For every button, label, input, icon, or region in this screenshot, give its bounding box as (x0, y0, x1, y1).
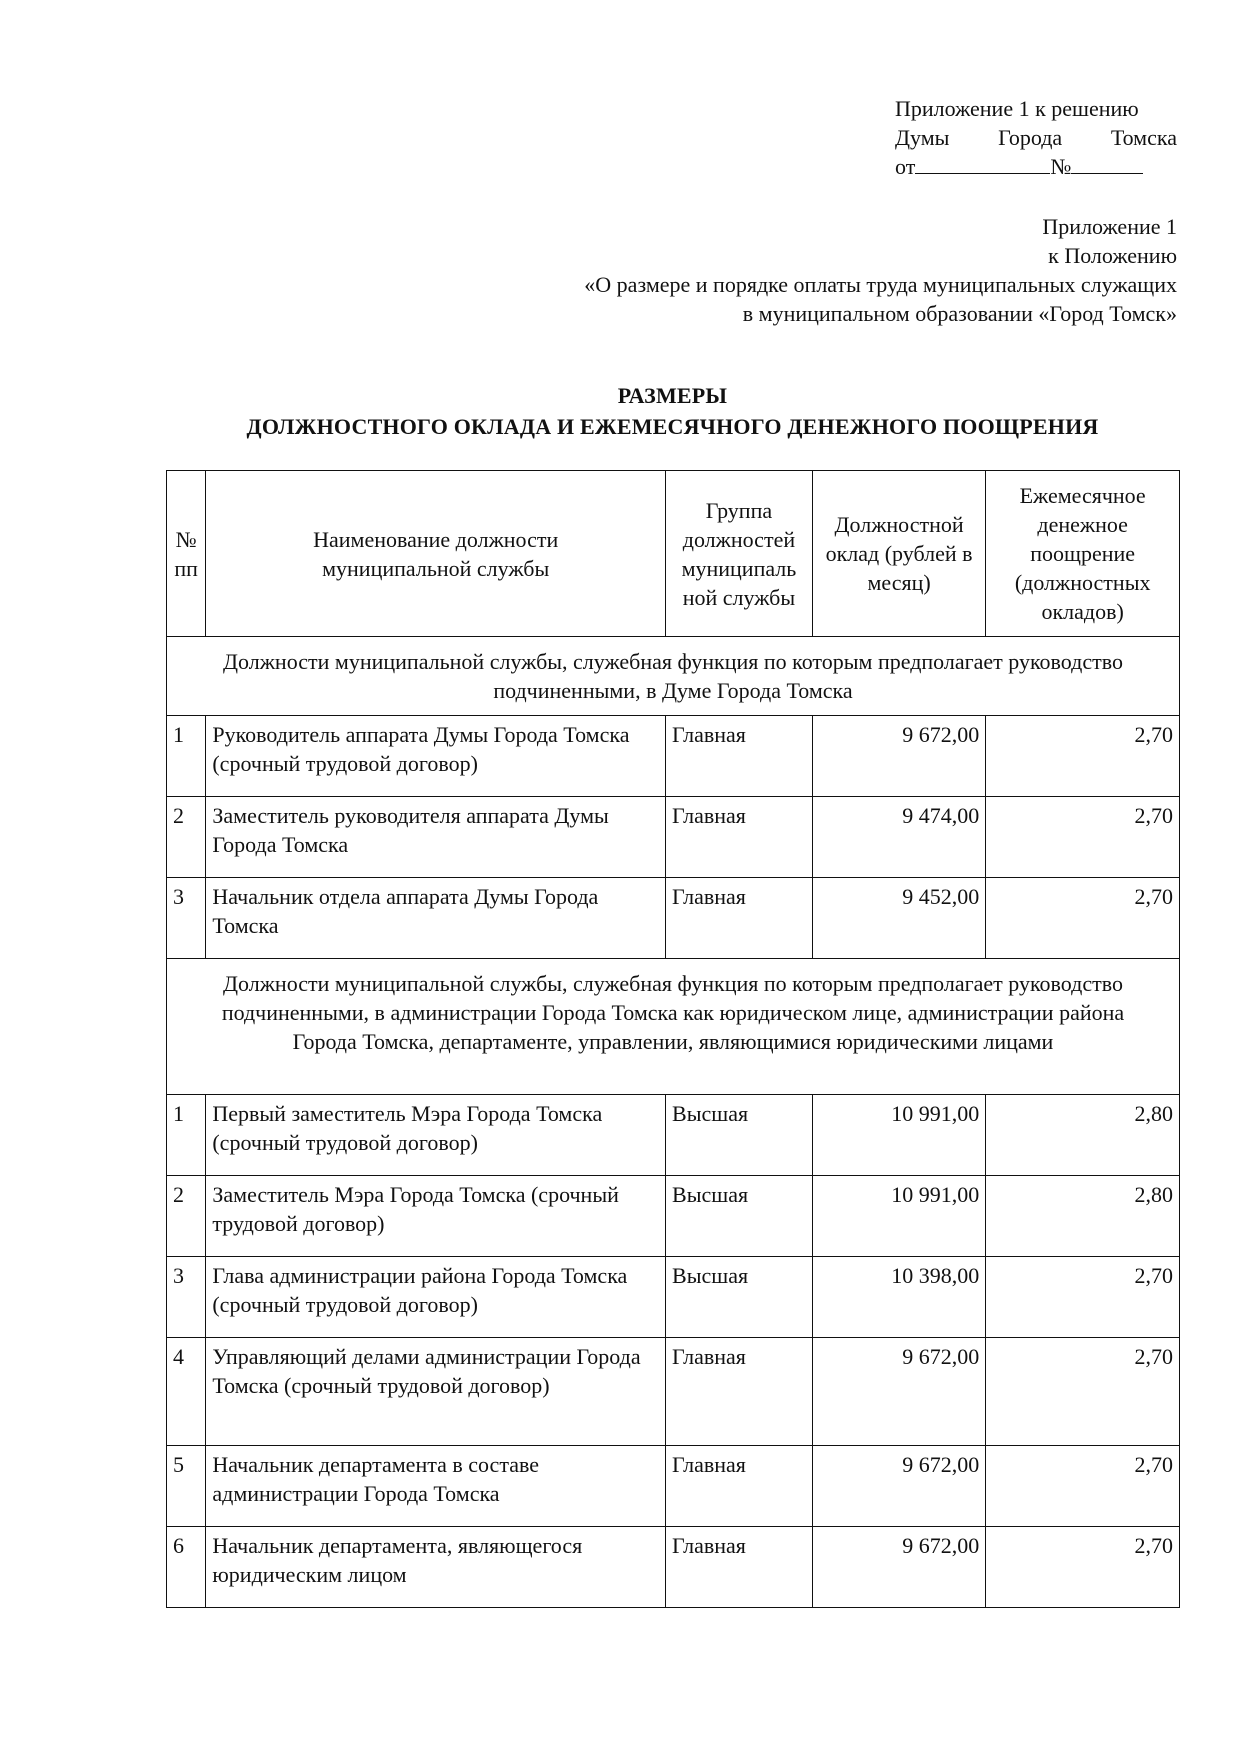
cell-group: Главная (666, 797, 813, 878)
cell-bonus: 2,70 (986, 878, 1180, 959)
cell-num: 3 (167, 1257, 206, 1338)
cell-group: Главная (666, 1446, 813, 1527)
cell-bonus: 2,70 (986, 1257, 1180, 1338)
cell-name: Начальник департамента, являющегося юридическим лицом (206, 1527, 666, 1608)
cell-salary: 10 991,00 (812, 1095, 985, 1176)
table-row (167, 1257, 1180, 1338)
section-header-administration (167, 959, 1180, 1095)
cell-bonus: 2,70 (986, 716, 1180, 797)
cell-salary: 10 991,00 (812, 1176, 985, 1257)
section-title: Должности муниципальной службы, служебная функция по которым предполагает руководство подчиненными, в Думе Города Томска (167, 637, 1180, 716)
annex-decision-line1: Приложение 1 к решению (895, 96, 1139, 121)
cell-salary: 9 672,00 (812, 1338, 985, 1446)
cell-salary: 10 398,00 (812, 1257, 985, 1338)
cell-num: 3 (167, 878, 206, 959)
cell-salary: 9 672,00 (812, 716, 985, 797)
table-row (167, 1338, 1180, 1446)
table-row (167, 1446, 1180, 1527)
word-tomska: Томска (1110, 125, 1177, 150)
cell-name: Заместитель руководителя аппарата Думы Города Томска (206, 797, 666, 878)
header-group: Группа должностей муниципаль ной службы (666, 471, 813, 637)
cell-salary: 9 672,00 (812, 1527, 985, 1608)
word-goroda: Города (998, 125, 1063, 150)
cell-group: Высшая (666, 1176, 813, 1257)
cell-group: Главная (666, 1527, 813, 1608)
cell-group: Главная (666, 716, 813, 797)
salary-table (166, 470, 1180, 1608)
cell-name: Начальник отдела аппарата Думы Города Томска (206, 878, 666, 959)
table-row (167, 716, 1180, 797)
cell-group: Главная (666, 1338, 813, 1446)
annex-regulation-line3: «О размере и порядке оплаты труда муниципальных служащих (584, 272, 1177, 297)
date-blank-field[interactable] (915, 153, 1050, 174)
cell-bonus: 2,80 (986, 1095, 1180, 1176)
cell-bonus: 2,70 (986, 1527, 1180, 1608)
header-salary: Должностной оклад (рублей в месяц) (812, 471, 985, 637)
cell-name: Первый заместитель Мэра Города Томска (срочный трудовой договор) (206, 1095, 666, 1176)
header-name: Наименование должности муниципальной службы (206, 471, 666, 637)
title-line2: ДОЛЖНОСТНОГО ОКЛАДА И ЕЖЕМЕСЯЧНОГО ДЕНЕЖНОГО ПООЩРЕНИЯ (246, 414, 1099, 439)
annex-decision-date-number (895, 152, 1177, 181)
number-label: № (1050, 154, 1072, 179)
table-row (167, 1176, 1180, 1257)
cell-name: Руководитель аппарата Думы Города Томска (срочный трудовой договор) (206, 716, 666, 797)
annex-regulation-line4: в муниципальном образовании «Город Томск» (742, 301, 1177, 326)
table-row (167, 1095, 1180, 1176)
cell-num: 6 (167, 1527, 206, 1608)
table-header-row (167, 471, 1180, 637)
cell-num: 4 (167, 1338, 206, 1446)
section-header-duma (167, 637, 1180, 716)
annex-regulation-line1: Приложение 1 (1042, 214, 1177, 239)
cell-bonus: 2,70 (986, 1338, 1180, 1446)
document-title (165, 380, 1180, 442)
cell-bonus: 2,70 (986, 797, 1180, 878)
cell-bonus: 2,80 (986, 1176, 1180, 1257)
table-row (167, 1527, 1180, 1608)
annex-decision-line2 (895, 123, 1177, 152)
annex-regulation-reference (457, 212, 1177, 328)
cell-group: Высшая (666, 1257, 813, 1338)
word-dumy: Думы (895, 125, 950, 150)
number-blank-field[interactable] (1071, 153, 1143, 174)
cell-group: Главная (666, 878, 813, 959)
header-num: № пп (167, 471, 206, 637)
header-bonus: Ежемесячное денежное поощрение (должностных окладов) (986, 471, 1180, 637)
table-row (167, 878, 1180, 959)
title-line1: РАЗМЕРЫ (617, 383, 728, 408)
section-title: Должности муниципальной службы, служебная функция по которым предполагает руководство подчиненными, в администрации Города Томска как юридическом лице, администрации района Города Томска, департаменте, управлении, являющимися юридическими лицами (167, 959, 1180, 1095)
cell-name: Управляющий делами администрации Города Томска (срочный трудовой договор) (206, 1338, 666, 1446)
annex-regulation-line2: к Положению (1048, 243, 1177, 268)
cell-num: 5 (167, 1446, 206, 1527)
cell-name: Заместитель Мэра Города Томска (срочный трудовой договор) (206, 1176, 666, 1257)
cell-name: Начальник департамента в составе администрации Города Томска (206, 1446, 666, 1527)
cell-num: 2 (167, 797, 206, 878)
annex-decision-reference (895, 94, 1177, 181)
cell-salary: 9 452,00 (812, 878, 985, 959)
cell-num: 1 (167, 716, 206, 797)
table-row (167, 797, 1180, 878)
cell-group: Высшая (666, 1095, 813, 1176)
cell-bonus: 2,70 (986, 1446, 1180, 1527)
cell-num: 2 (167, 1176, 206, 1257)
cell-num: 1 (167, 1095, 206, 1176)
cell-salary: 9 474,00 (812, 797, 985, 878)
date-label: от (895, 154, 916, 179)
cell-name: Глава администрации района Города Томска (срочный трудовой договор) (206, 1257, 666, 1338)
cell-salary: 9 672,00 (812, 1446, 985, 1527)
